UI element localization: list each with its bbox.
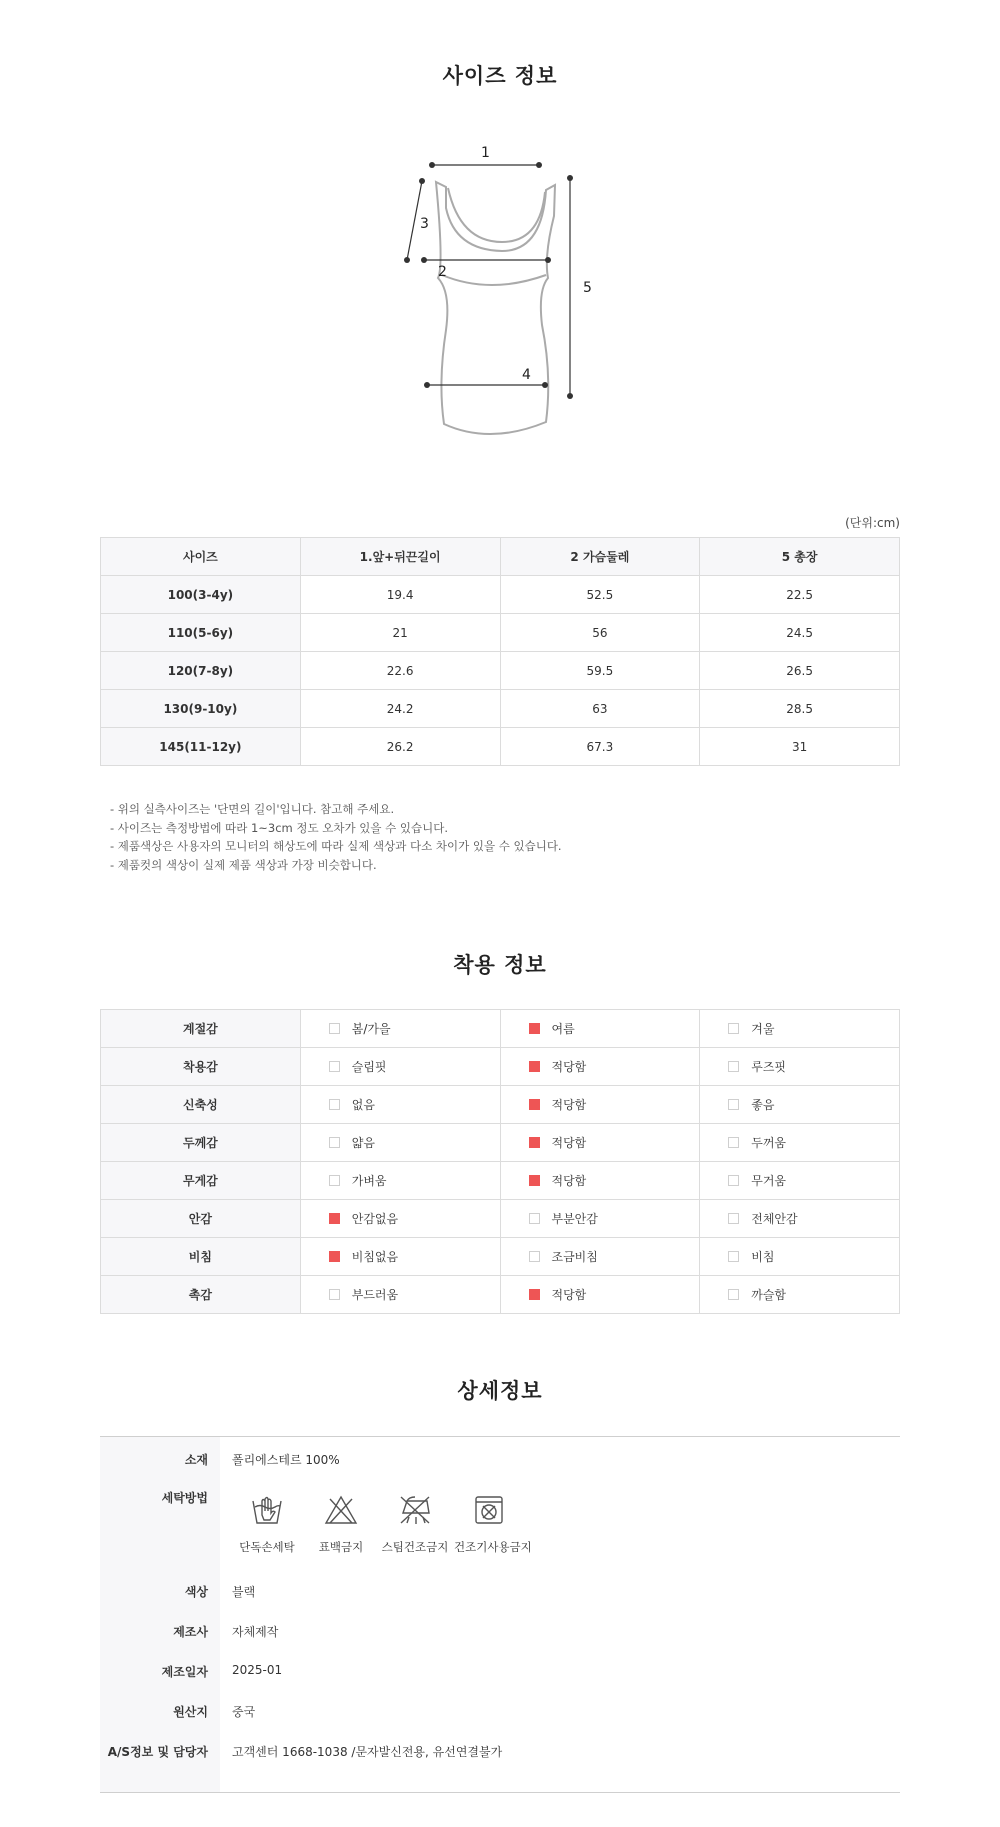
wear-attribute-label: 계절감 [101,1010,301,1048]
wear-option [500,1200,700,1238]
as-info-label: A/S정보 및 담당자 [107,1745,208,1759]
manufacturer-value: 자체제작 [232,1625,279,1639]
wear-option-label: 안감없음 [351,1212,399,1226]
unchecked-box-icon [329,1175,340,1186]
size-header-cell: 1.앞+뒤끈길이 [300,538,500,576]
size-value-cell: 56 [500,614,700,652]
care-item-no-dryer [454,1493,532,1555]
origin-label: 원산지 [173,1705,208,1719]
wear-option-label: 적당함 [551,1098,587,1112]
checked-box-icon [529,1061,540,1072]
wash-method-label: 세탁방법 [161,1491,208,1505]
table-row [101,1010,900,1048]
size-table [100,537,900,766]
size-header-cell: 5 총장 [700,538,900,576]
size-value-cell: 63 [500,690,700,728]
table-row [101,614,900,652]
size-value-cell: 67.3 [500,728,700,766]
unchecked-box-icon [728,1061,739,1072]
wear-option [500,1010,700,1048]
wear-option-label: 비침 [751,1250,775,1264]
wear-option-label: 겨울 [751,1022,775,1036]
unchecked-box-icon [728,1251,739,1262]
wear-option-label: 가벼움 [351,1174,387,1188]
diagram-label-5: 5 [583,280,592,296]
origin-value: 중국 [232,1705,256,1719]
tank-top-size-diagram [380,130,640,460]
no-tumble-dry-icon [472,1493,506,1527]
size-table-header-row [101,538,900,576]
wear-option [300,1010,500,1048]
table-row [101,1124,900,1162]
size-value-cell: 59.5 [500,652,700,690]
wear-option [300,1276,500,1314]
wear-option-label: 두꺼움 [751,1136,787,1150]
care-item-hand-wash [232,1493,302,1555]
care-item-no-steam [380,1493,450,1555]
size-name-cell: 100(3-4y) [101,576,301,614]
unchecked-box-icon [329,1099,340,1110]
wear-attribute-label: 착용감 [101,1048,301,1086]
size-value-cell: 21 [300,614,500,652]
wear-option-label: 적당함 [551,1174,587,1188]
table-row [101,652,900,690]
size-value-cell: 26.2 [300,728,500,766]
care-item-no-bleach [306,1493,376,1555]
unchecked-box-icon [728,1137,739,1148]
diagram-label-2: 2 [438,264,447,280]
unchecked-box-icon [728,1289,739,1300]
note-item: - 제품컷의 색상이 실제 제품 색상과 가장 비슷합니다. [110,857,377,872]
size-info-title: 사이즈 정보 [442,64,558,88]
size-name-cell: 130(9-10y) [101,690,301,728]
wear-option [500,1124,700,1162]
table-row [101,728,900,766]
wear-option-label: 까슬함 [751,1288,787,1302]
wear-option [500,1276,700,1314]
size-notes [110,800,562,874]
care-label: 건조기사용금지 [454,1540,532,1554]
size-value-cell: 28.5 [700,690,900,728]
wear-attribute-label: 안감 [101,1200,301,1238]
wear-option [500,1162,700,1200]
size-value-cell: 24.2 [300,690,500,728]
size-header-cell: 2 가슴둘레 [500,538,700,576]
unchecked-box-icon [329,1061,340,1072]
manufacturer-label: 제조사 [173,1625,208,1639]
checked-box-icon [329,1213,340,1224]
checked-box-icon [529,1023,540,1034]
hand-wash-icon [250,1493,284,1527]
wear-option [300,1086,500,1124]
wear-option-label: 비침없음 [351,1250,399,1264]
unchecked-box-icon [728,1213,739,1224]
color-label: 색상 [184,1585,208,1599]
note-item: - 제품색상은 사용자의 모니터의 해상도에 따라 실제 색상과 다소 차이가 있을 수 있습니다. [110,839,562,853]
size-value-cell: 31 [700,728,900,766]
wear-option-label: 적당함 [551,1060,587,1074]
manufacture-date-value: 2025-01 [232,1663,283,1677]
wear-attribute-label: 두께감 [101,1124,301,1162]
wear-option-label: 좋음 [751,1098,775,1112]
checked-box-icon [529,1137,540,1148]
checked-box-icon [529,1289,540,1300]
diagram-label-1: 1 [481,145,490,161]
unchecked-box-icon [728,1099,739,1110]
wear-option [300,1162,500,1200]
table-row [101,1048,900,1086]
care-label: 단독손세탁 [239,1540,295,1554]
size-name-cell: 120(7-8y) [101,652,301,690]
wear-option [300,1238,500,1276]
size-value-cell: 52.5 [500,576,700,614]
wear-attribute-label: 신축성 [101,1086,301,1124]
table-row [101,1276,900,1314]
diagram-label-3: 3 [420,216,429,232]
color-value: 블랙 [232,1585,256,1599]
unit-label: (단위:cm) [845,516,900,530]
wear-option-label: 적당함 [551,1288,587,1302]
wear-option-label: 무거움 [751,1174,787,1188]
wear-option-label: 부드러움 [351,1288,399,1302]
unchecked-box-icon [329,1289,340,1300]
wear-option-label: 얇음 [351,1136,375,1150]
detail-info-title: 상세정보 [457,1379,543,1403]
manufacture-date-label: 제조일자 [161,1665,208,1679]
wear-option [700,1162,900,1200]
wear-option [500,1238,700,1276]
unchecked-box-icon [728,1023,739,1034]
wear-info-title: 착용 정보 [453,953,547,977]
wear-option [700,1010,900,1048]
wear-option-label: 없음 [351,1098,375,1112]
size-value-cell: 26.5 [700,652,900,690]
wear-option [700,1276,900,1314]
wear-option-label: 여름 [551,1022,575,1036]
note-item: - 위의 실측사이즈는 '단면의 길이'입니다. 참고해 주세요. [110,802,395,816]
unchecked-box-icon [329,1137,340,1148]
wear-option [700,1200,900,1238]
size-name-cell: 145(11-12y) [101,728,301,766]
no-steam-iron-icon [397,1493,433,1527]
wear-option [300,1124,500,1162]
material-value: 폴리에스테르 100% [232,1453,340,1467]
wear-option-label: 봄/가을 [351,1022,391,1036]
material-label: 소재 [184,1453,208,1467]
table-row [101,1238,900,1276]
wear-attribute-label: 촉감 [101,1276,301,1314]
diagram-label-4: 4 [522,367,531,383]
wear-info-table [100,1009,900,1314]
wear-option [500,1086,700,1124]
table-row [101,690,900,728]
wear-attribute-label: 비침 [101,1238,301,1276]
checked-box-icon [529,1175,540,1186]
care-label: 스팀건조금지 [381,1540,449,1554]
wear-option [300,1048,500,1086]
wear-option-label: 부분안감 [551,1212,598,1226]
wear-option-label: 루즈핏 [751,1060,787,1074]
wear-option [700,1238,900,1276]
table-row [101,1162,900,1200]
size-value-cell: 22.5 [700,576,900,614]
detail-info-table [100,1436,900,1793]
checked-box-icon [329,1251,340,1262]
size-value-cell: 24.5 [700,614,900,652]
checked-box-icon [529,1099,540,1110]
unchecked-box-icon [529,1213,540,1224]
wear-option [300,1200,500,1238]
wear-option-label: 전체안감 [751,1212,798,1226]
wear-attribute-label: 무게감 [101,1162,301,1200]
size-value-cell: 22.6 [300,652,500,690]
note-item: - 사이즈는 측정방법에 따라 1~3cm 정도 오차가 있을 수 있습니다. [110,820,449,835]
size-name-cell: 110(5-6y) [101,614,301,652]
wear-option [700,1124,900,1162]
care-label: 표백금지 [318,1540,364,1554]
size-value-cell: 19.4 [300,576,500,614]
wear-option-label: 슬림핏 [351,1060,387,1074]
table-row [101,576,900,614]
wear-option-label: 적당함 [551,1136,587,1150]
table-row [101,1086,900,1124]
wear-option-label: 조금비침 [551,1250,598,1264]
wear-option [500,1048,700,1086]
as-info-value: 고객센터 1668-1038 /문자발신전용, 유선연결불가 [232,1745,503,1759]
size-header-cell: 사이즈 [101,538,301,576]
tank-top-outline [436,182,555,434]
wear-option [700,1086,900,1124]
wear-option [700,1048,900,1086]
no-bleach-icon [324,1493,358,1527]
unchecked-box-icon [728,1175,739,1186]
unchecked-box-icon [329,1023,340,1034]
table-row [101,1200,900,1238]
unchecked-box-icon [529,1251,540,1262]
